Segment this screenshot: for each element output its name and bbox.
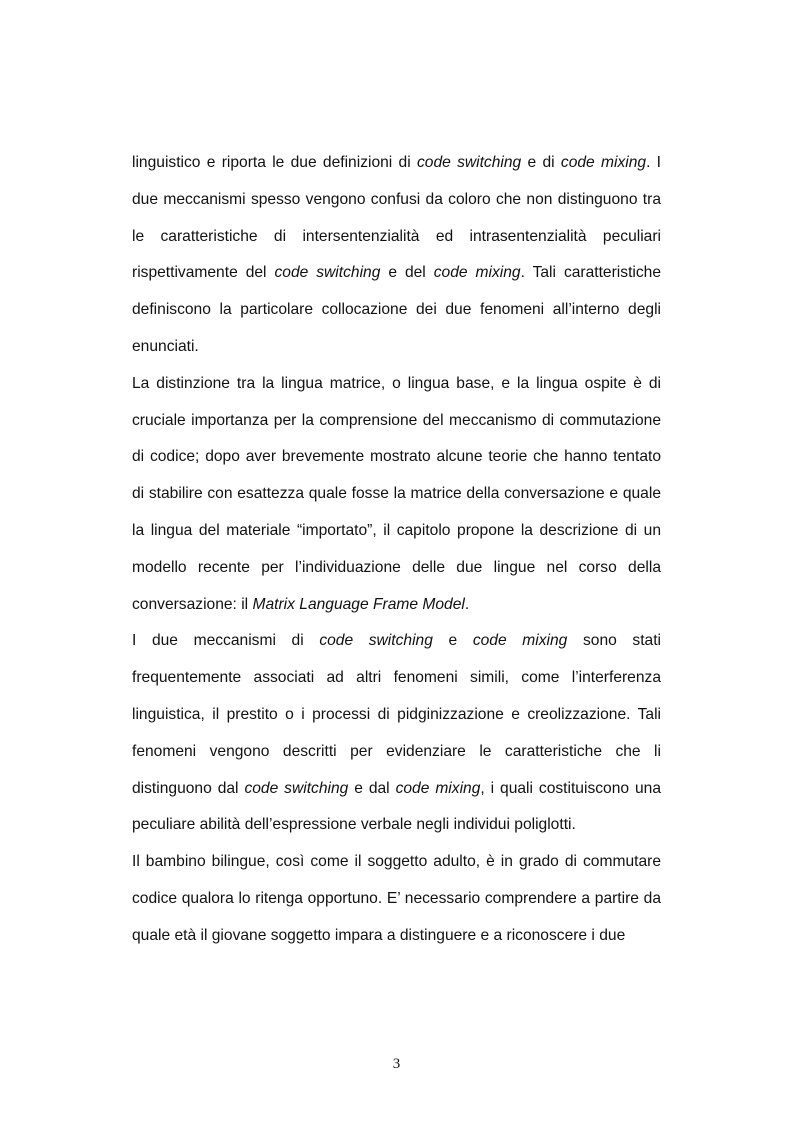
text-run: linguistico e riporta le due definizioni di	[132, 154, 417, 171]
italic-term: code switching	[319, 632, 433, 650]
page-number: 3	[392, 1056, 401, 1072]
body-text	[132, 145, 661, 955]
paragraph-4	[132, 844, 661, 954]
italic-term: code mixing	[433, 264, 521, 282]
italic-term: code mixing	[560, 154, 647, 171]
text-run: e	[432, 632, 473, 650]
text-run: e dal	[348, 779, 396, 797]
text-run: , i quali costituiscono una peculiare abilità dell’espressione verbale negli individui poliglotti.	[132, 779, 661, 834]
text-run: e del	[380, 264, 434, 282]
italic-term: code mixing	[472, 632, 568, 650]
text-run: . Tali caratteristiche definiscono la particolare collocazione dei due fenomeni all’interno degli enunciati.	[132, 264, 662, 355]
paragraph-1	[132, 145, 661, 366]
italic-term: Matrix Language Frame Model	[252, 595, 465, 613]
text-run: .	[464, 595, 470, 613]
italic-term: code switching	[416, 154, 522, 171]
text-run: . I due meccanismi spesso vengono confusi da coloro che non distinguono tra le caratteristiche di intersentenzialità ed intrasentenzialità peculiari rispettivamente del	[132, 154, 662, 282]
text-run: I due meccanismi di	[132, 632, 320, 650]
text-run: sono stati frequentemente associati ad altri fenomeni simili, come l’interferenza linguistica, il prestito o i processi di pidginizzazione e creolizzazione. Tali fenomeni vengono descritti per evidenziare le caratteristiche che li distinguono dal	[132, 632, 662, 797]
paragraph-3	[132, 623, 661, 844]
text-run: La distinzione tra la lingua matrice, o lingua base, e la lingua ospite è di cruciale importanza per la comprensione del meccanismo di commutazione di codice; dopo aver brevemente mostrato alcune teorie che hanno tentato di stabilire con esattezza quale fosse la matrice della conversazione e quale la lingua del materiale “importato”, il capitolo propone la descrizione di un modello recente per l’individuazione delle due lingue nel corso della conversazione: il	[132, 374, 661, 613]
italic-term: code mixing	[395, 779, 481, 797]
italic-term: code switching	[274, 264, 381, 282]
paragraph-2	[132, 366, 661, 624]
text-run: e di	[521, 154, 561, 171]
text-run: Il bambino bilingue, così come il soggetto adulto, è in grado di commutare codice qualora lo ritenga opportuno. E’ necessario comprendere a partire da quale età il giovane soggetto impara a distinguere e a riconoscere i due	[132, 853, 661, 944]
italic-term: code switching	[244, 779, 349, 797]
